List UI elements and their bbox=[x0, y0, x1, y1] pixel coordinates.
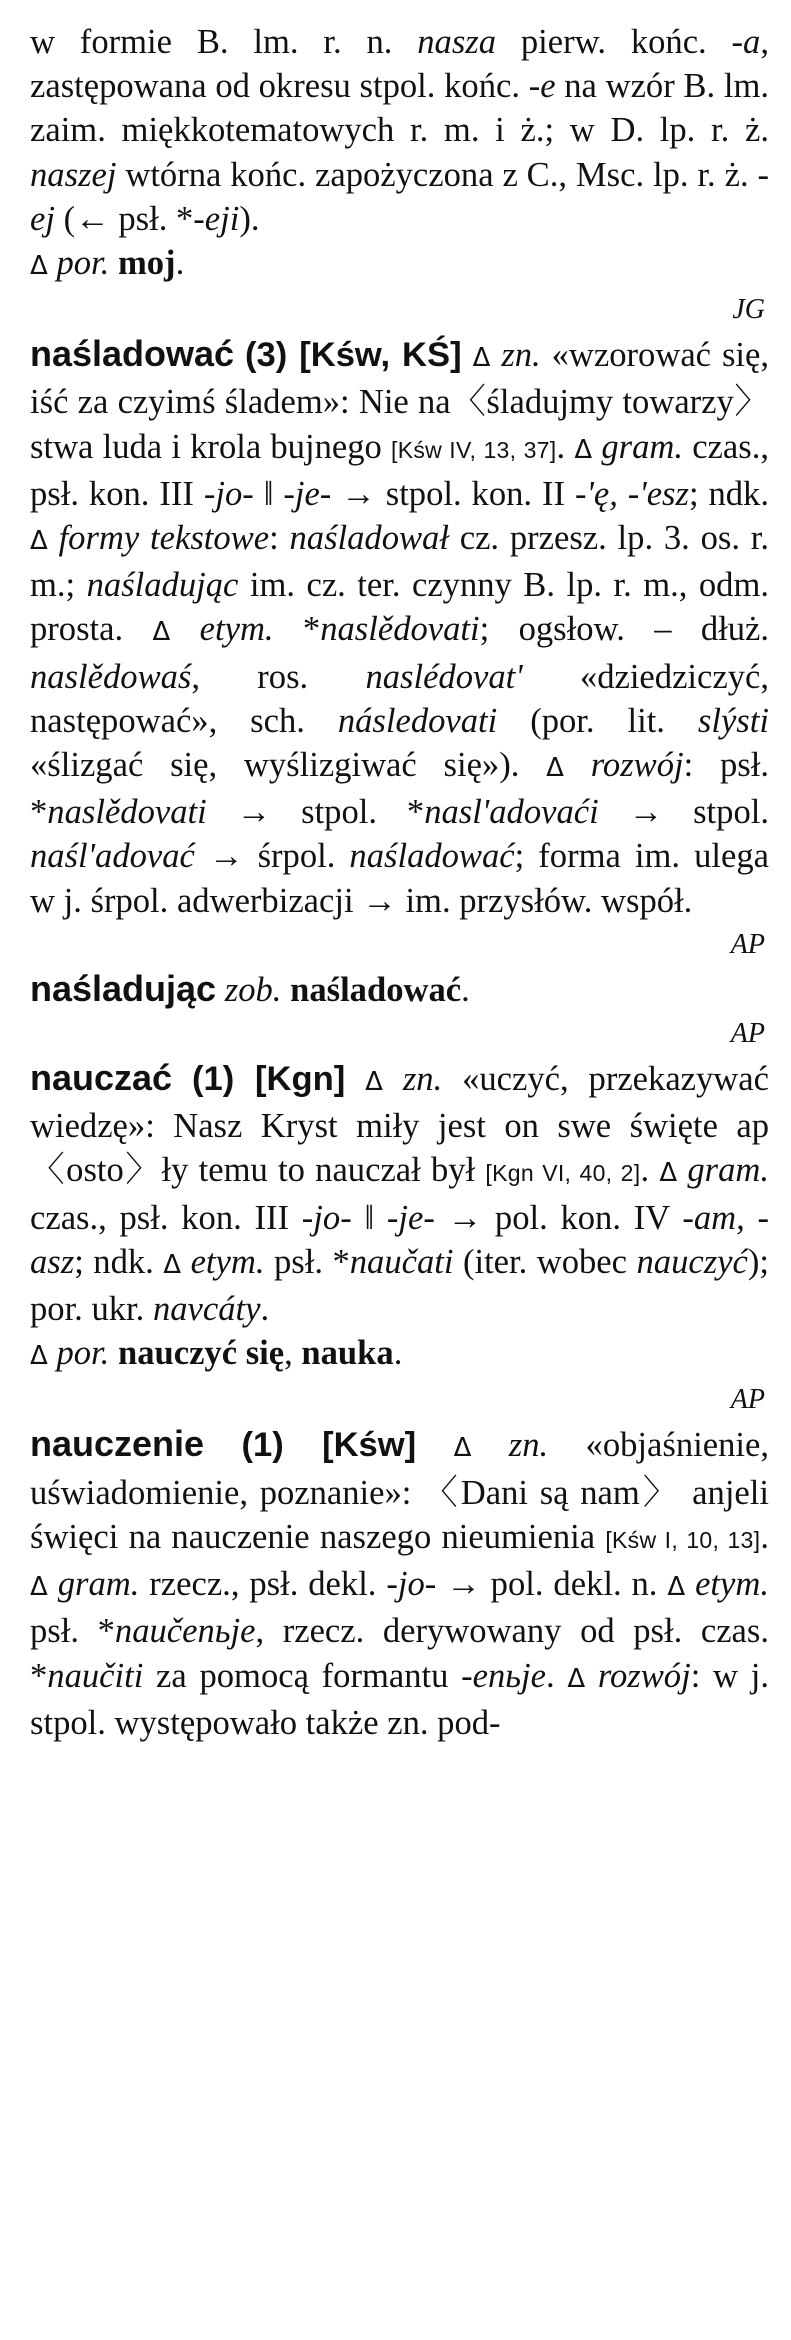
author-signature: JG bbox=[732, 294, 765, 326]
text-run bbox=[170, 610, 199, 648]
italic-term: zob. bbox=[224, 970, 282, 1009]
text-run bbox=[181, 1243, 190, 1281]
text-run: (por. lit. bbox=[497, 701, 698, 740]
entry-nauczac bbox=[30, 1056, 769, 1378]
text-run: wtórna końc. zapożyczona z C., Msc. lp. r. ż. bbox=[116, 155, 758, 194]
italic-term: zn. bbox=[501, 336, 541, 375]
text-run: , zastępowana od okresu stpol. końc. bbox=[30, 23, 769, 106]
text-run: : psł. * bbox=[30, 746, 770, 832]
text-run bbox=[585, 1657, 598, 1695]
text-run bbox=[109, 1334, 118, 1372]
text-run: , ros. bbox=[191, 657, 366, 696]
italic-term: naučenьje bbox=[114, 1612, 256, 1651]
author-signature: AP bbox=[730, 1018, 765, 1050]
delta-marker-icon: Δ bbox=[472, 343, 491, 374]
text-run: ); por. ukr. bbox=[30, 1242, 769, 1329]
delta-marker-icon: Δ bbox=[30, 526, 48, 557]
italic-term: etym. bbox=[190, 1242, 265, 1281]
author-signature: AP bbox=[730, 1384, 765, 1416]
source-citation: [Kgn VI, 40, 2] bbox=[485, 1160, 641, 1187]
italic-term: -eji bbox=[193, 199, 240, 238]
headword: naśladować bbox=[30, 333, 235, 375]
text-run: → stpol. * bbox=[206, 793, 425, 832]
cross-reference: nauczyć się bbox=[117, 1334, 285, 1373]
text-run bbox=[281, 971, 290, 1009]
text-run: pierw. końc. bbox=[496, 23, 732, 61]
italic-term: naśladować bbox=[349, 837, 515, 876]
italic-term: -ej bbox=[30, 155, 769, 238]
italic-term: naśladował bbox=[289, 519, 449, 558]
text-run bbox=[416, 1426, 453, 1464]
italic-term: naučiti bbox=[47, 1656, 144, 1695]
italic-term: -jo- bbox=[203, 474, 254, 513]
italic-term: nasza bbox=[417, 23, 497, 61]
text-run: . bbox=[175, 244, 185, 283]
text-run: «ślizgać się, wyślizgiwać się»). bbox=[30, 746, 547, 785]
italic-term: zn. bbox=[508, 1426, 549, 1465]
italic-term: naszej bbox=[30, 155, 117, 194]
italic-term: gram. bbox=[687, 1151, 769, 1190]
italic-term: etym. bbox=[199, 610, 274, 649]
frequency-and-sources: (3) [Kśw, KŚ] bbox=[245, 336, 462, 375]
text-run: psł. * bbox=[264, 1242, 350, 1281]
text-run bbox=[592, 428, 601, 466]
italic-term: por. bbox=[56, 1334, 110, 1373]
text-run bbox=[564, 746, 591, 784]
frequency-and-sources: (1) [Kśw] bbox=[241, 1426, 417, 1465]
source-citation: [Kśw IV, 13, 37] bbox=[391, 436, 557, 463]
italic-term: navcáty bbox=[152, 1290, 261, 1329]
italic-term: -jo- bbox=[301, 1198, 352, 1237]
cross-reference: naśladować bbox=[290, 970, 462, 1009]
text-run: na wzór B. lm. zaim. miękkotematowych r. m. i ż.; w D. lp. r. ż. bbox=[30, 67, 769, 150]
text-run bbox=[462, 336, 473, 374]
text-run: czas., psł. kon. III bbox=[30, 1198, 302, 1237]
text-run bbox=[685, 1565, 695, 1603]
text-run: → pol. dekl. n. bbox=[436, 1565, 668, 1604]
text-run bbox=[383, 1060, 403, 1098]
italic-term: nauczyć bbox=[636, 1242, 748, 1281]
text-run bbox=[216, 971, 225, 1009]
delta-marker-icon: Δ bbox=[30, 251, 48, 282]
text-run bbox=[172, 1060, 192, 1098]
text-run: ; ndk. bbox=[688, 474, 769, 513]
text-run: . bbox=[640, 1151, 660, 1190]
text-run bbox=[471, 1426, 508, 1464]
delta-marker-icon: Δ bbox=[567, 1663, 586, 1694]
text-run: ‖ bbox=[351, 1198, 387, 1237]
delta-marker-icon: Δ bbox=[453, 1433, 472, 1464]
text-run: ; ndk. bbox=[74, 1242, 164, 1281]
text-run: (iter. wobec bbox=[453, 1242, 637, 1281]
entry-nasladowac bbox=[30, 332, 769, 923]
italic-term: naslědovati bbox=[320, 610, 480, 649]
frequency-and-sources: (1) [Kgn] bbox=[191, 1060, 346, 1099]
text-run: . bbox=[556, 427, 575, 466]
text-run: ; ogsłow. – dłuż. bbox=[479, 610, 770, 649]
delta-marker-icon: Δ bbox=[30, 1341, 48, 1372]
text-run: * bbox=[273, 610, 321, 649]
text-run: «objaśnienie, uświadomienie, poznanie»: 〈Dani są nam〉 anjeli święci na nauczenie naszego nieumienia bbox=[30, 1426, 769, 1556]
text-run: psł. * bbox=[30, 1612, 115, 1651]
entry-nauczenie bbox=[30, 1422, 769, 1744]
text-run: w formie B. lm. r. n. bbox=[30, 23, 418, 61]
text-run bbox=[109, 244, 118, 282]
text-run: → śrpol. bbox=[194, 837, 350, 876]
text-run: . bbox=[461, 970, 470, 1009]
text-run bbox=[234, 336, 245, 374]
delta-marker-icon: Δ bbox=[365, 1067, 383, 1098]
text-run: «dziedziczyć, następować», sch. bbox=[30, 657, 769, 740]
italic-term: naśladując bbox=[86, 566, 239, 605]
author-signature: AP bbox=[730, 928, 765, 960]
italic-term: formy tekstowe bbox=[58, 519, 270, 558]
headword: naśladując bbox=[30, 967, 217, 1009]
delta-marker-icon: Δ bbox=[163, 1249, 182, 1280]
text-run bbox=[345, 1060, 365, 1098]
text-run: za pomocą formantu bbox=[143, 1656, 462, 1695]
delta-marker-icon: Δ bbox=[667, 1572, 686, 1603]
italic-term: gram. bbox=[57, 1565, 140, 1604]
text-run: ). bbox=[239, 199, 260, 238]
cross-reference: nauka bbox=[301, 1334, 394, 1373]
text-run: → pol. kon. IV bbox=[434, 1198, 683, 1237]
source-citation: [Kśw I, 10, 13] bbox=[605, 1526, 761, 1553]
text-run: , bbox=[284, 1334, 302, 1373]
italic-term: rozwój bbox=[590, 746, 684, 785]
text-run: (← psł. * bbox=[54, 199, 194, 238]
italic-term: rozwój bbox=[597, 1656, 691, 1695]
delta-marker-icon: Δ bbox=[152, 617, 171, 648]
italic-term: slýsti bbox=[697, 701, 769, 740]
italic-term: etym. bbox=[695, 1565, 769, 1604]
text-run: : bbox=[269, 519, 290, 558]
italic-term: -je- bbox=[283, 474, 332, 513]
italic-term: zn. bbox=[402, 1060, 443, 1099]
italic-term: gram. bbox=[601, 427, 683, 466]
delta-marker-icon: Δ bbox=[30, 1572, 48, 1603]
text-run: → stpol. bbox=[598, 793, 769, 832]
italic-term: -am, -asz bbox=[30, 1198, 769, 1281]
italic-term: -enьje bbox=[461, 1656, 546, 1695]
text-run: «uczyć, przekazywać wiedzę»: Nasz Kryst miły jest on swe święte ap〈osto〉ły temu to nauczał był bbox=[30, 1060, 769, 1190]
italic-term: -je- bbox=[386, 1198, 435, 1237]
text-run: rzecz., psł. dekl. bbox=[139, 1565, 387, 1604]
italic-term: -a bbox=[731, 23, 761, 61]
italic-term: por. bbox=[56, 244, 110, 283]
text-run: cz. przesz. lp. 3. os. r. m.; bbox=[30, 519, 769, 605]
italic-term: -'ę, -'esz bbox=[574, 474, 689, 513]
cross-reference: moj bbox=[117, 244, 176, 283]
text-run bbox=[677, 1151, 687, 1189]
delta-marker-icon: Δ bbox=[574, 434, 593, 465]
text-run: . bbox=[393, 1334, 403, 1373]
italic-term: -e bbox=[528, 67, 556, 106]
italic-term: naśl'adovać bbox=[30, 837, 195, 876]
text-run: . bbox=[545, 1656, 568, 1695]
text-run: . bbox=[760, 1517, 769, 1556]
text-run bbox=[490, 336, 501, 374]
text-run: «wzorować się, iść za czyimś śladem»: Nie na〈śladujmy towarzy〉stwa luda i krola bujnego bbox=[30, 336, 770, 466]
entry-nasladujac bbox=[30, 967, 769, 1012]
italic-term: nasl'adovaći bbox=[424, 793, 599, 832]
text-run: czas., psł. kon. III bbox=[30, 427, 769, 513]
headword: nauczać bbox=[30, 1057, 173, 1099]
text-run: im. cz. ter. czynny B. lp. r. m., odm. prosta. bbox=[30, 566, 769, 649]
italic-term: naučati bbox=[349, 1242, 454, 1281]
italic-term: naslědowaś bbox=[30, 657, 192, 696]
text-run bbox=[48, 1565, 58, 1603]
text-run: , rzecz. derywowany od psł. czas. * bbox=[30, 1612, 770, 1695]
text-run: ; forma im. ulega w j. śrpol. adwerbizacji → im. przysłów. współ. bbox=[30, 837, 769, 920]
text-run: → stpol. kon. II bbox=[331, 474, 575, 513]
italic-term: naslědovati bbox=[47, 793, 207, 832]
headword: nauczenie bbox=[30, 1423, 205, 1465]
italic-term: naslédovat' bbox=[365, 657, 523, 696]
delta-marker-icon: Δ bbox=[659, 1158, 678, 1189]
text-run: ‖ bbox=[253, 474, 284, 513]
italic-term: následovati bbox=[337, 701, 498, 740]
italic-term: -jo- bbox=[386, 1565, 437, 1604]
text-run bbox=[48, 519, 59, 557]
text-run: : w j. stpol. występowało także zn. pod- bbox=[30, 1656, 769, 1742]
delta-marker-icon: Δ bbox=[546, 753, 564, 784]
entry-nasz-continuation bbox=[30, 20, 769, 288]
text-run bbox=[204, 1426, 241, 1464]
text-run: . bbox=[260, 1290, 270, 1329]
